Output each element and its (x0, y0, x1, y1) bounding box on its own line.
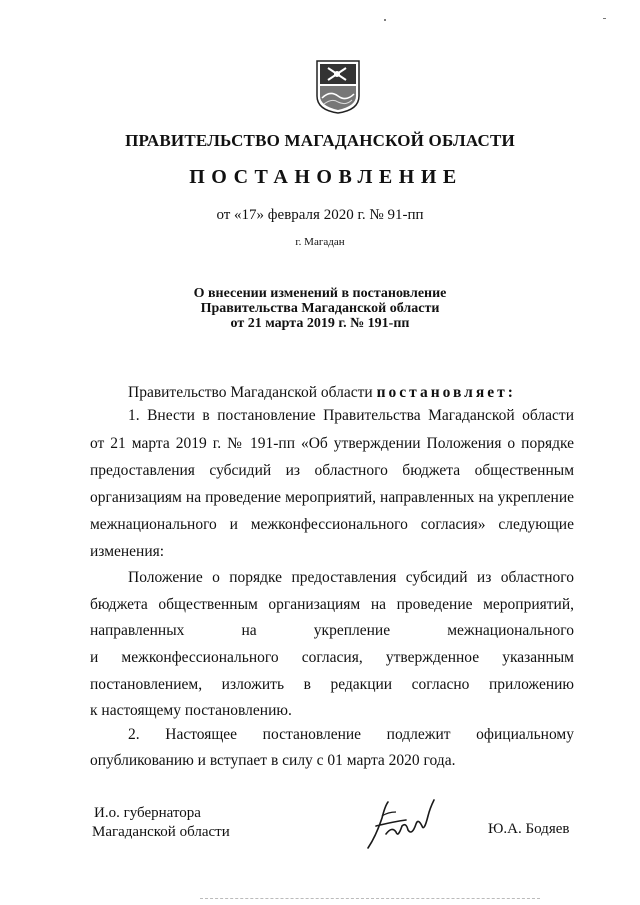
subject-line: О внесении изменений в постановление (193, 286, 447, 301)
paragraph-line: бюджета общественным организациям на проведение мероприятий, (90, 596, 574, 613)
intro-line (128, 382, 574, 404)
intro-verb: постановляет: (376, 384, 516, 401)
signatory-position (92, 804, 230, 842)
intro-text: Правительство Магаданской области (128, 384, 373, 401)
paragraph-line: и межконфессионального согласия, утвержденное указанным (90, 649, 574, 666)
date-number: от «17» февраля 2020 г. № 91-пп (216, 207, 424, 223)
document-body (90, 0, 574, 905)
paragraph-line: постановлением, изложить в редакции согласно приложению (90, 676, 574, 693)
paragraph-line: предоставления субсидий из областного бюджета общественным (90, 462, 574, 479)
scan-mark (603, 18, 606, 19)
subject-line: Правительства Магаданской области (200, 301, 440, 316)
paragraph-line: к настоящему постановлению. (90, 702, 292, 719)
paragraph-line: опубликованию и вступает в силу с 01 марта 2020 года. (90, 752, 456, 769)
paragraph-line: организациям на проведение мероприятий, направленных на укрепление (90, 489, 574, 506)
subject-line: от 21 марта 2019 г. № 191-пп (230, 316, 410, 331)
paragraph-line: 2. Настоящее постановление подлежит официальному (128, 726, 574, 743)
paragraph-line: 1. Внести в постановление Правительства Магаданской области (128, 407, 574, 424)
paragraph-line: направленных на укрепление межнационального (90, 622, 574, 639)
scan-edge (200, 898, 540, 900)
government-name: ПРАВИТЕЛЬСТВО МАГАДАНСКОЙ ОБЛАСТИ (125, 131, 515, 150)
signatory-name: Ю.А. Бодяев (488, 821, 570, 837)
position-line: Магаданской области (92, 824, 230, 840)
city: г. Магадан (295, 236, 345, 248)
paragraph-line: межнационального и межконфессионального согласия» следующие (90, 516, 574, 533)
position-line: И.о. губернатора (94, 805, 201, 821)
paragraph-line: изменения: (90, 543, 165, 560)
paragraph-line: от 21 марта 2019 г. № 191-пп «Об утверждении Положения о порядке (90, 435, 574, 452)
paragraph-line: Положение о порядке предоставления субсидий из областного (128, 569, 574, 586)
handwritten-signature (362, 796, 442, 856)
document-type: ПОСТАНОВЛЕНИЕ (189, 166, 463, 188)
